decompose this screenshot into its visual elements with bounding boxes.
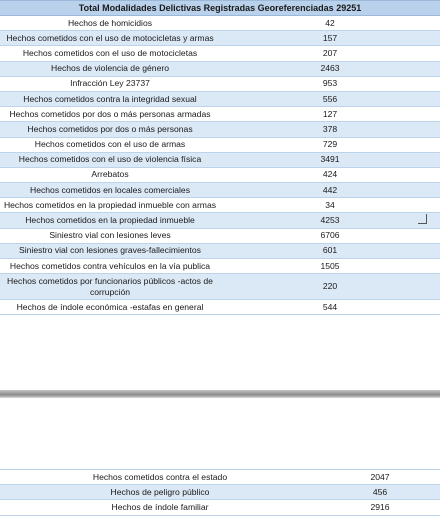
count-cell: 556 <box>220 91 440 106</box>
count-cell: 442 <box>220 183 440 198</box>
table-row[interactable] <box>0 76 440 91</box>
count-cell: 2463 <box>220 61 440 76</box>
category-cell: Hechos cometidos en la propiedad inmueble con armas <box>0 198 220 213</box>
count-cell: 1505 <box>220 259 440 274</box>
count-cell: 6706 <box>220 228 440 243</box>
count-cell: 127 <box>220 107 440 122</box>
table-row[interactable] <box>0 243 440 258</box>
table-row[interactable] <box>0 107 440 122</box>
page-break-divider <box>0 390 440 398</box>
count-cell: 424 <box>220 167 440 182</box>
category-cell: Hechos cometidos con el uso de armas <box>0 137 220 152</box>
crime-stats-table-bottom <box>0 469 440 516</box>
category-cell: Infracción Ley 23737 <box>0 76 220 91</box>
count-cell: 207 <box>220 46 440 61</box>
category-cell: Hechos de índole económica -estafas en general <box>0 300 220 315</box>
category-cell: Siniestro vial con lesiones leves <box>0 228 220 243</box>
table-row[interactable] <box>0 300 440 315</box>
category-cell: Hechos cometidos contra la integridad sexual <box>0 91 220 106</box>
table-row[interactable] <box>0 31 440 46</box>
count-cell: 2916 <box>320 500 440 515</box>
category-cell: Siniestro vial con lesiones graves-fallecimientos <box>0 243 220 258</box>
category-cell: Hechos cometidos con el uso de motocicletas y armas <box>0 31 220 46</box>
category-cell: Hechos cometidos por funcionarios públicos -actos de corrupción <box>0 274 220 300</box>
table-row[interactable] <box>0 500 440 515</box>
count-cell: 157 <box>220 31 440 46</box>
table-row[interactable] <box>0 198 440 213</box>
table-row[interactable] <box>0 470 440 485</box>
table-row[interactable] <box>0 122 440 137</box>
count-cell: 729 <box>220 137 440 152</box>
count-cell: 378 <box>220 122 440 137</box>
count-cell: 544 <box>220 300 440 315</box>
table-row[interactable] <box>0 274 440 300</box>
table-title: Total Modalidades Delictivas Registradas Georeferenciadas 29251 <box>0 1 440 16</box>
table-row[interactable] <box>0 228 440 243</box>
count-cell: 220 <box>220 274 440 300</box>
cell-cursor-mark <box>426 214 427 224</box>
data-table-continued <box>0 469 440 516</box>
table-row[interactable] <box>0 46 440 61</box>
table-row[interactable] <box>0 183 440 198</box>
category-cell: Hechos cometidos en la propiedad inmueble <box>0 213 220 228</box>
category-cell: Hechos cometidos con el uso de violencia física <box>0 152 220 167</box>
table-row[interactable] <box>0 91 440 106</box>
category-cell: Hechos de índole familiar <box>0 500 320 515</box>
table-row[interactable] <box>0 137 440 152</box>
count-cell: 34 <box>220 198 440 213</box>
category-cell: Hechos cometidos contra el estado <box>0 470 320 485</box>
category-cell: Arrebatos <box>0 167 220 182</box>
table-row[interactable] <box>0 16 440 31</box>
category-cell: Hechos cometidos contra vehículos en la vía publica <box>0 259 220 274</box>
category-cell: Hechos de violencia de género <box>0 61 220 76</box>
count-cell: 4253 <box>220 213 440 228</box>
count-cell: 2047 <box>320 470 440 485</box>
count-cell: 42 <box>220 16 440 31</box>
table-row[interactable] <box>0 213 440 228</box>
table-row[interactable] <box>0 61 440 76</box>
category-cell: Hechos cometidos por dos o más personas <box>0 122 220 137</box>
category-cell: Hechos cometidos con el uso de motocicletas <box>0 46 220 61</box>
table-row[interactable] <box>0 167 440 182</box>
count-cell: 601 <box>220 243 440 258</box>
table-header-row <box>0 1 440 16</box>
count-cell: 3491 <box>220 152 440 167</box>
category-cell: Hechos cometidos por dos o más personas armadas <box>0 107 220 122</box>
table-row[interactable] <box>0 485 440 500</box>
category-cell: Hechos cometidos en locales comerciales <box>0 183 220 198</box>
category-cell: Hechos de homicidios <box>0 16 220 31</box>
table-row[interactable] <box>0 259 440 274</box>
count-cell: 953 <box>220 76 440 91</box>
category-cell: Hechos de peligro público <box>0 485 320 500</box>
count-cell: 456 <box>320 485 440 500</box>
table-row[interactable] <box>0 152 440 167</box>
